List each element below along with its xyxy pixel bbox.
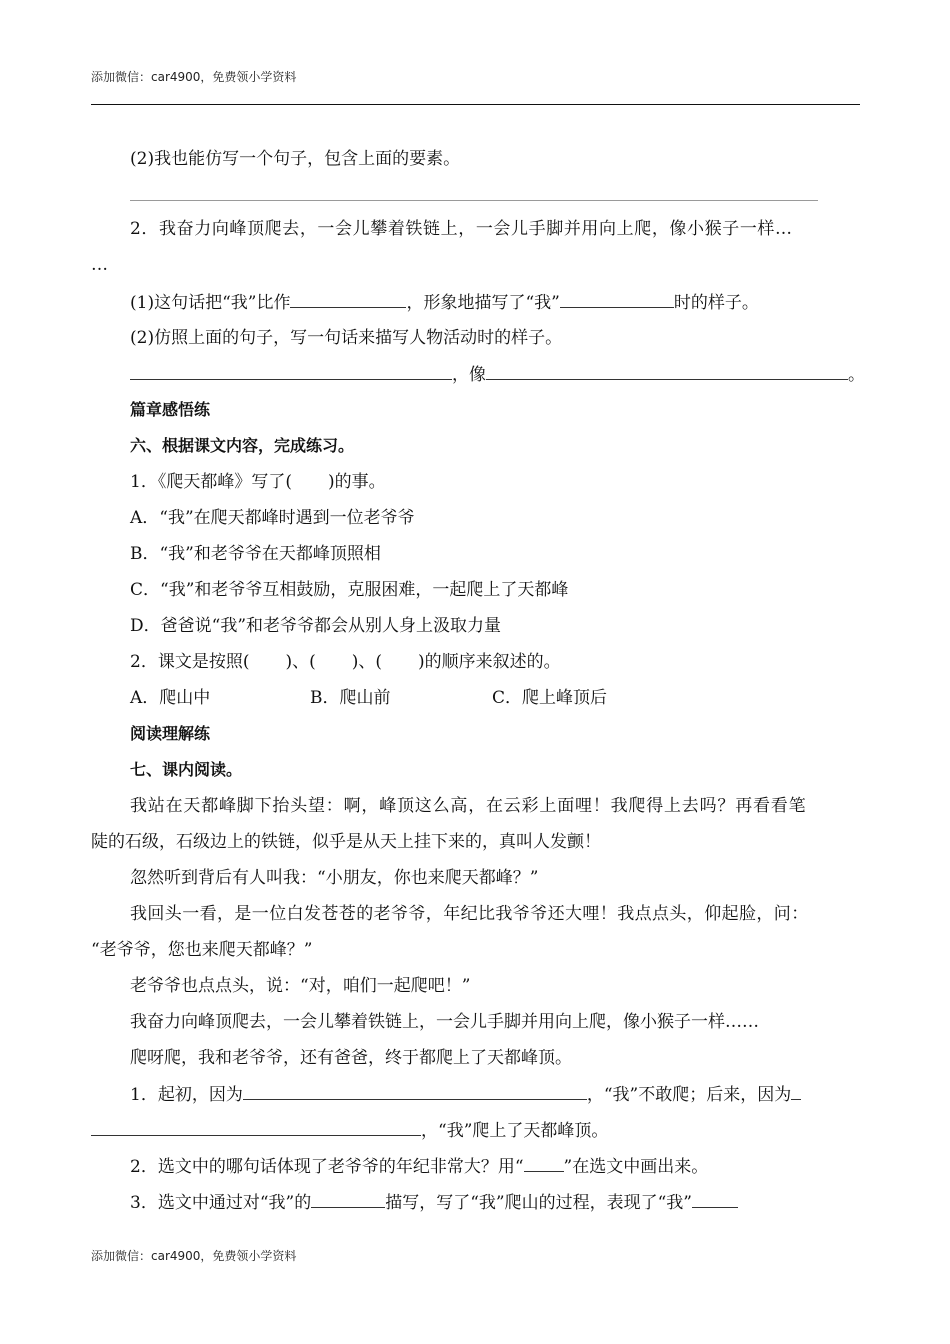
s7-q2-text-b: ”在选文中画出来。 <box>563 1157 709 1177</box>
section-title-chapter: 篇章感悟练 <box>130 400 211 419</box>
section6-title: 六、根据课文内容，完成练习。 <box>130 436 355 455</box>
passage-p5: 我奋力向峰顶爬去，一会儿攀着铁链上，一会儿手脚并用向上爬，像小猴子一样…… <box>130 1012 759 1032</box>
s6-q2-option-a: A．爬山中 <box>130 688 211 708</box>
passage-p1-line1: 我站在天都峰脚下抬头望：啊，峰顶这么高，在云彩上面哩！我爬得上去吗？再看看笔 <box>130 796 807 816</box>
s6-q1-option-b: B．“我”和老爷爷在天都峰顶照相 <box>130 544 381 564</box>
s7-q1-text-c: ，“我”爬上了天都峰顶。 <box>421 1121 609 1141</box>
passage-p4: 老爷爷也点点头，说：“对，咱们一起爬吧！” <box>130 976 471 996</box>
blank-underline-sample <box>524 1154 564 1172</box>
s6-q1-option-d: D．爸爸说“我”和老爷爷都会从别人身上汲取力量 <box>130 616 502 636</box>
passage-p6: 爬呀爬，我和老爷爷，还有爸爸，终于都爬上了天都峰顶。 <box>130 1048 572 1068</box>
blank-answer-a[interactable] <box>130 362 452 380</box>
q2-sub2-answer <box>130 362 865 387</box>
blank-answer-b[interactable] <box>486 362 848 380</box>
s6-q2 <box>130 650 561 674</box>
s6-q1-option-a: A．“我”在爬天都峰时遇到一位老爷爷 <box>130 508 415 528</box>
s6-q2-option-b: B．爬山前 <box>310 688 391 708</box>
blank-reason-later[interactable] <box>91 1118 421 1136</box>
q2-sub1-text-a: (1)这句话把“我”比作 <box>130 293 291 313</box>
s6-q2-text-a: 2．课文是按照( <box>130 652 250 672</box>
passage-p3-line2: “老爷爷，您也来爬天都峰？” <box>91 940 313 960</box>
s7-q3 <box>130 1190 738 1215</box>
page-header: 添加微信：car4900，免费领小学资料 <box>91 70 297 84</box>
s7-q1-line1 <box>130 1082 801 1107</box>
s6-q2-text-b: )、( <box>285 652 316 672</box>
section7-title: 七、课内阅读。 <box>130 760 243 779</box>
s6-q2-options <box>130 686 607 710</box>
q2-sub2-mid: ，像 <box>452 365 486 385</box>
s6-q1-option-c: C．“我”和老爷爷互相鼓励，克服困难，一起爬上了天都峰 <box>130 580 569 600</box>
blank-reason-later-start[interactable] <box>791 1082 801 1100</box>
blank-reason-initial[interactable] <box>243 1082 587 1100</box>
s6-q2-text-d: )的顺序来叙述的。 <box>417 652 561 672</box>
passage-p1-line2: 陡的石级，石级边上的铁链，似乎是从天上挂下来的，真叫人发颤！ <box>91 832 601 852</box>
blank-metaphor[interactable] <box>290 290 406 308</box>
s7-q3-text-b: 描写，写了“我”爬山的过程，表现了“我” <box>385 1193 692 1213</box>
q2-sub1 <box>130 290 759 315</box>
s7-q3-text-a: 3．选文中通过对“我”的 <box>130 1193 312 1213</box>
q2-sub1-text-b: ，形象地描写了“我” <box>406 293 560 313</box>
blank-quality[interactable] <box>692 1190 738 1208</box>
q2-sub1-text-c: 时的样子。 <box>673 293 759 313</box>
q2-sentence-line1: 2．我奋力向峰顶爬去，一会儿攀着铁链上，一会儿手脚并用向上爬，像小猴子一样… <box>130 219 793 239</box>
s7-q1-line2 <box>91 1118 608 1143</box>
s7-q2-text-a: 2．选文中的哪句话体现了老爷爷的年纪非常大？用“ <box>130 1157 524 1177</box>
q2-sub2-end: 。 <box>848 365 865 385</box>
page-footer: 添加微信：car4900，免费领小学资料 <box>91 1249 297 1263</box>
q2-sub2: (2)仿照上面的句子，写一句话来描写人物活动时的样子。 <box>130 328 563 348</box>
s7-q1-text-a: 1．起初，因为 <box>130 1085 243 1105</box>
s6-q2-option-c: C．爬上峰顶后 <box>492 688 608 708</box>
s7-q1-text-b: ，“我”不敢爬；后来，因为 <box>586 1085 792 1105</box>
passage-p3-line1: 我回头一看，是一位白发苍苍的老爷爷，年纪比我爷爷还大哩！我点点头，仰起脸，问： <box>130 904 809 924</box>
passage-p2: 忽然听到背后有人叫我：“小朋友，你也来爬天都峰？” <box>130 868 539 888</box>
blank-description-type[interactable] <box>311 1190 385 1208</box>
s6-q1-text-b: )的事。 <box>327 472 386 492</box>
s7-q2 <box>130 1154 708 1179</box>
q2-sentence-line2: … <box>91 255 108 275</box>
header-rule <box>91 104 860 105</box>
s6-q1 <box>130 470 386 494</box>
s6-q2-text-c: )、( <box>351 652 382 672</box>
q1-part2-prompt: (2)我也能仿写一个句子，包含上面的要素。 <box>130 149 461 169</box>
section-title-reading: 阅读理解练 <box>130 724 211 743</box>
answer-line[interactable] <box>130 200 818 201</box>
s6-q1-text-a: 1．《爬天都峰》写了( <box>130 472 292 492</box>
blank-action[interactable] <box>560 290 674 308</box>
